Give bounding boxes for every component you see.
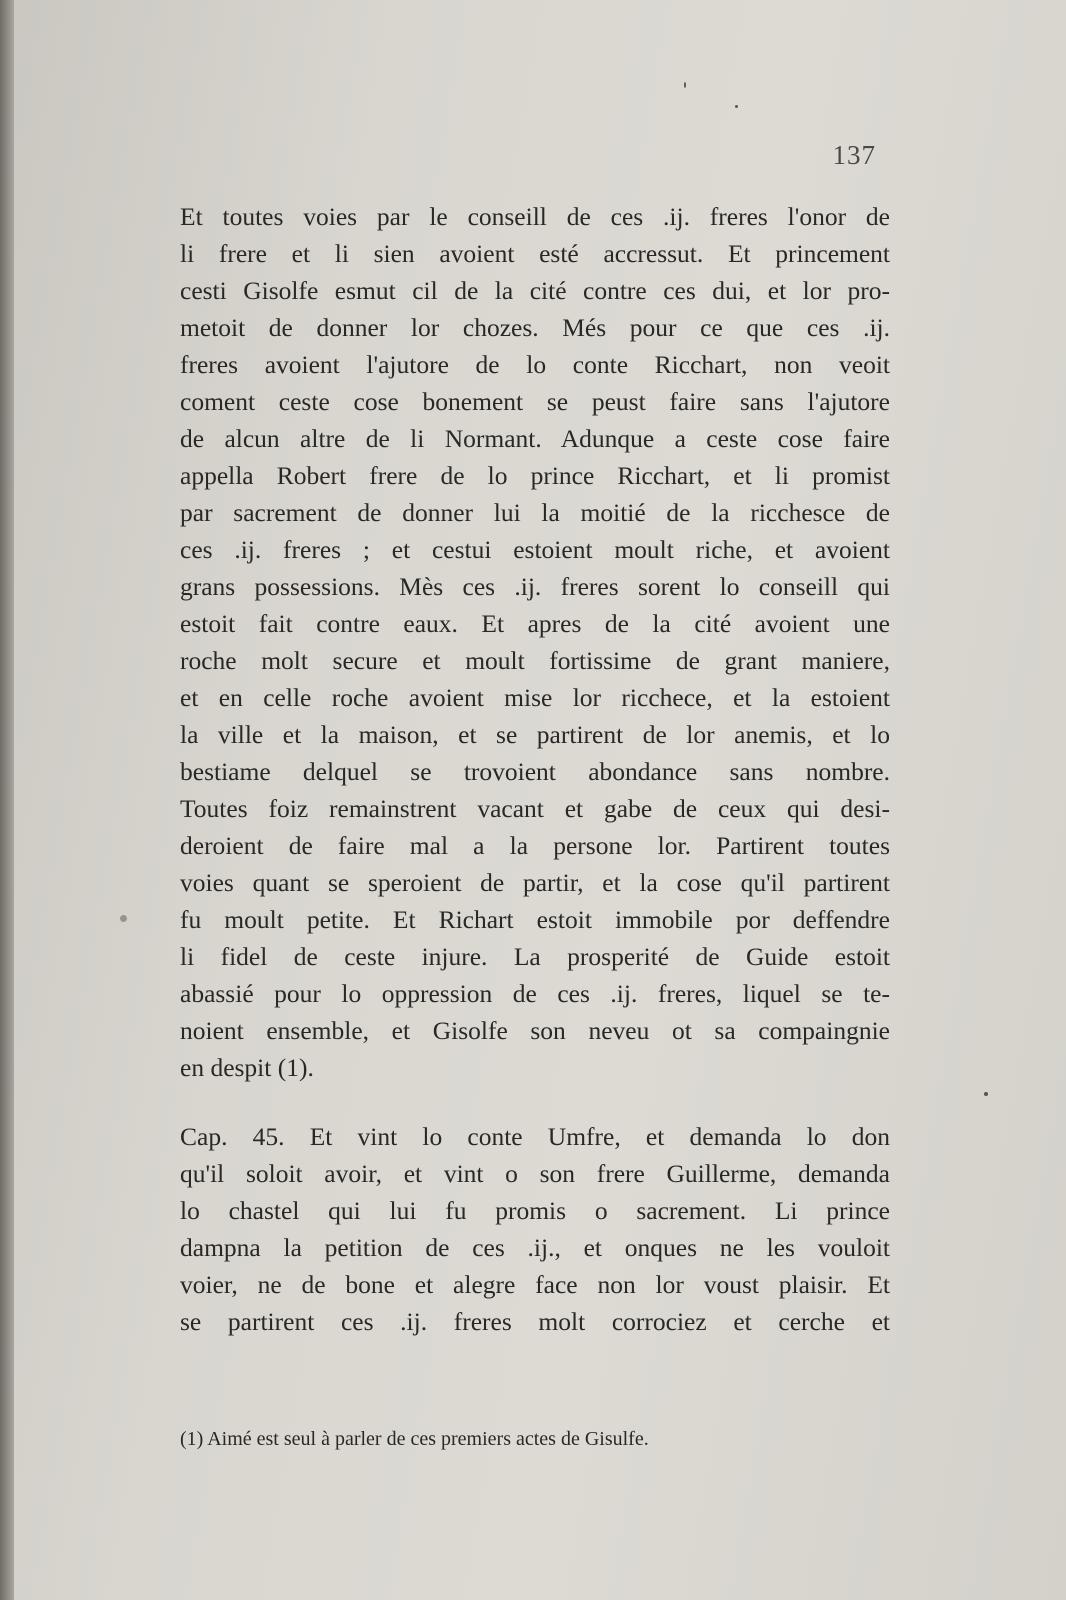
- text-line: par sacrement de donner lui la moitié de la ricchesce de: [180, 498, 890, 527]
- text-line: Toutes foiz remainstrent vacant et gabe de ceux qui desi-: [180, 794, 890, 823]
- text-line: se partirent ces .ij. freres molt corrociez et cerche et: [180, 1307, 890, 1336]
- text-line: qu'il soloit avoir, et vint o son frere Guillerme, demanda: [180, 1159, 890, 1188]
- text-line: roche molt secure et moult fortissime de grant maniere,: [180, 646, 890, 675]
- text-line: appella Robert frere de lo prince Ricchart, et li promist: [180, 461, 890, 490]
- text-line: grans possessions. Mès ces .ij. freres sorent lo conseill qui: [180, 572, 890, 601]
- paragraph-gap: [180, 1086, 890, 1118]
- text-line: estoit fait contre eaux. Et apres de la cité avoient une: [180, 609, 890, 638]
- page-number: 137: [832, 140, 876, 170]
- text-line: de alcun altre de li Normant. Adunque a ceste cose faire: [180, 424, 890, 453]
- text-line: et en celle roche avoient mise lor ricchece, et la estoient: [180, 683, 890, 712]
- text-line: deroient de faire mal a la persone lor. Partirent toutes: [180, 831, 890, 860]
- text-line: li frere et li sien avoient esté accressut. Et princement: [180, 239, 890, 268]
- spine-shadow: [0, 0, 14, 1600]
- text-line: voier, ne de bone et alegre face non lor voust plaisir. Et: [180, 1270, 890, 1299]
- text-line: Cap. 45. Et vint lo conte Umfre, et demanda lo don: [180, 1122, 890, 1151]
- footnote: (1) Aimé est seul à parler de ces premiers actes de Gisulfe.: [180, 1428, 649, 1450]
- text-line: lo chastel qui lui fu promis o sacrement. Li prince: [180, 1196, 890, 1225]
- paper-speck: [735, 105, 738, 108]
- text-line: la ville et la maison, et se partirent de lor anemis, et lo: [180, 720, 890, 749]
- text-line: fu moult petite. Et Richart estoit immobile por deffendre: [180, 905, 890, 934]
- paragraph-1: [180, 198, 890, 1086]
- paper-speck: [120, 915, 127, 922]
- text-line: dampna la petition de ces .ij., et onques ne les vouloit: [180, 1233, 890, 1262]
- text-line: cesti Gisolfe esmut cil de la cité contre ces dui, et lor pro-: [180, 276, 890, 305]
- text-line: voies quant se speroient de partir, et la cose qu'il partirent: [180, 868, 890, 897]
- text-line: en despit (1).: [180, 1053, 314, 1082]
- text-line: coment ceste cose bonement se peust faire sans l'ajutore: [180, 387, 890, 416]
- text-line: metoit de donner lor chozes. Més pour ce que ces .ij.: [180, 313, 890, 342]
- text-line: noient ensemble, et Gisolfe son neveu ot sa compaingnie: [180, 1016, 890, 1045]
- text-line: bestiame delquel se trovoient abondance sans nombre.: [180, 757, 890, 786]
- text-line: ces .ij. freres ; et cestui estoient moult riche, et avoient: [180, 535, 890, 564]
- body-text: [180, 198, 890, 1340]
- paper-speck: [684, 82, 686, 88]
- text-line: abassié pour lo oppression de ces .ij. freres, liquel se te-: [180, 979, 890, 1008]
- text-line: freres avoient l'ajutore de lo conte Ricchart, non veoit: [180, 350, 890, 379]
- text-line: li fidel de ceste injure. La prosperité de Guide estoit: [180, 942, 890, 971]
- paragraph-2: [180, 1118, 890, 1340]
- text-line: Et toutes voies par le conseill de ces .ij. freres l'onor de: [180, 202, 890, 231]
- paper-speck: [984, 1092, 988, 1096]
